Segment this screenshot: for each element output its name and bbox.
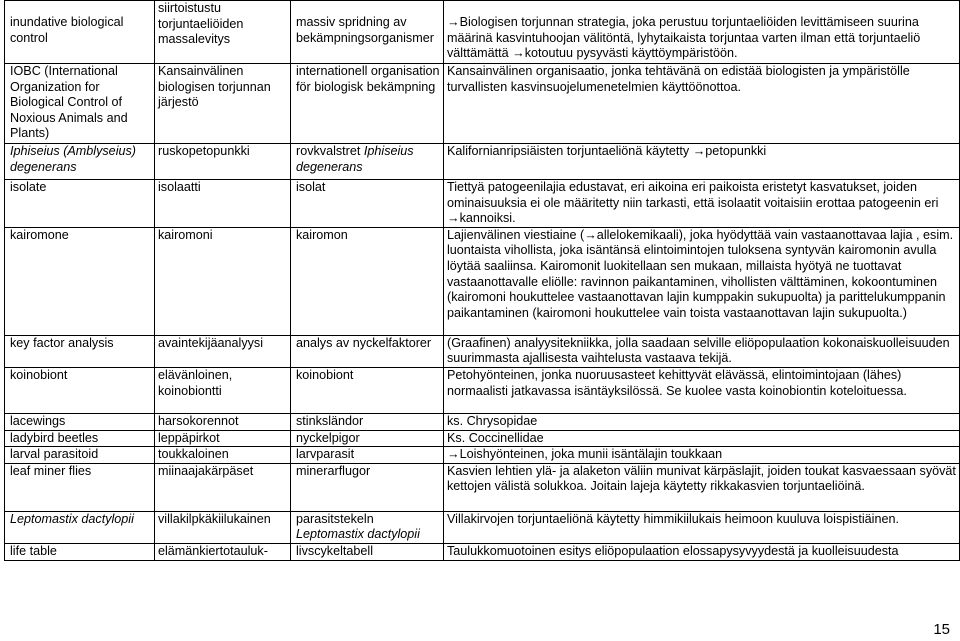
term-english: leaf miner flies: [5, 463, 155, 511]
term-english: life table: [5, 543, 155, 560]
term-english: Leptomastix dactylopii: [5, 511, 155, 543]
term-finnish: toukkaloinen: [155, 447, 291, 464]
glossary-table: [4, 0, 960, 561]
term-finnish: elävänloinen, koinobiontti: [155, 367, 291, 413]
term-swedish: nyckelpigor: [291, 430, 444, 447]
term-swedish: massiv spridning av bekämpningsorganismer: [291, 1, 444, 64]
table-row: [5, 180, 960, 228]
table-row: [5, 447, 960, 464]
term-english: larval parasitoid: [5, 447, 155, 464]
table-row: [5, 227, 960, 335]
term-swedish: larvparasit: [291, 447, 444, 464]
term-swedish: isolat: [291, 180, 444, 228]
term-swedish: analys av nyckelfaktorer: [291, 335, 444, 367]
term-finnish: Kansainvälinen biologisen torjunnan järjestö: [155, 64, 291, 144]
table-row: [5, 335, 960, 367]
term-english: IOBC (International Organization for Biological Control of Noxious Animals and Plants): [5, 64, 155, 144]
term-english: Iphiseius (Amblyseius) degenerans: [5, 144, 155, 180]
term-english: lacewings: [5, 413, 155, 430]
term-swedish: kairomon: [291, 227, 444, 335]
term-finnish: harsokorennot: [155, 413, 291, 430]
term-description: Taulukkomuotoinen esitys eliöpopulaation elossapysyvyydestä ja kuolleisuudesta: [444, 543, 960, 560]
term-description: Kasvien lehtien ylä- ja alaketon väliin munivat kärpäslajit, joiden toukat kasvaessaan syövät kettojen välistä solukkoa. Joitain lajeja käytetty rikkakasvien torjuntaeliöinä.: [444, 463, 960, 511]
term-description: ks. Chrysopidae: [444, 413, 960, 430]
table-row: [5, 430, 960, 447]
term-description: Ks. Coccinellidae: [444, 430, 960, 447]
term-finnish: kairomoni: [155, 227, 291, 335]
term-english: key factor analysis: [5, 335, 155, 367]
table-row: [5, 64, 960, 144]
term-swedish: rovkvalstret Iphiseius degenerans: [291, 144, 444, 180]
term-english: koinobiont: [5, 367, 155, 413]
term-swedish: internationell organisation för biologisk bekämpning: [291, 64, 444, 144]
term-description: Kalifornianripsiäisten torjuntaeliönä käytetty →petopunkki: [444, 144, 960, 180]
term-description: Petohyönteinen, jonka nuoruusasteet kehittyvät elävässä, elintoimintojaan (lähes) normaalisti jatkavassa isäntäyksilössä. Se kuolee vasta koinobiontin koteloituessa.: [444, 367, 960, 413]
term-finnish: ruskopetopunkki: [155, 144, 291, 180]
term-finnish: elämänkiertotauluk-: [155, 543, 291, 560]
term-description: →Loishyönteinen, joka munii isäntälajin toukkaan: [444, 447, 960, 464]
term-description: Kansainvälinen organisaatio, jonka tehtävänä on edistää biologisten ja ympäristölle turvallisten kasvinsuojelumenetelmien käyttöönottoa.: [444, 64, 960, 144]
term-finnish: leppäpirkot: [155, 430, 291, 447]
term-english: ladybird beetles: [5, 430, 155, 447]
table-row: [5, 511, 960, 543]
term-english: isolate: [5, 180, 155, 228]
term-description: Tiettyä patogeenilajia edustavat, eri aikoina eri paikoista eristetyt kasvatukset, joiden ominaisuuksia ei ole määritetty niin tarkasti, että isolaatit voitaisiin erottaa patogeenin eri →kannoiksi.: [444, 180, 960, 228]
term-description: →Biologisen torjunnan strategia, joka perustuu torjuntaeliöiden levittämiseen suurina määrinä kasvintuhoojan välitöntä, lyhytaikaista torjuntaa varten ilman että torjuntaeliö välttämättä →kotoutuu pysyvästi käyttöympäristöön.: [444, 1, 960, 64]
term-english: kairomone: [5, 227, 155, 335]
term-swedish: stinksländor: [291, 413, 444, 430]
term-description: (Graafinen) analyysitekniikka, jolla saadaan selville eliöpopulaation kokonaiskuolleisuuden suurimmasta ajallisesta vaihtelusta vastaava tekijä.: [444, 335, 960, 367]
term-swedish: parasitstekeln Leptomastix dactylopii: [291, 511, 444, 543]
term-description: Lajienvälinen viestiaine (→allelokemikaali), joka hyödyttää vain vastaanottavaa lajia , esim. luontaista vihollista, joka isäntänsä elintoimintojen tuloksena syntyvän kairomonin avulla löytää saaliinsa. Kairomonit luokitellaan sen mukaan, millaista hyötyä ne tuottavat vastaanottavalle eliölle: ravinnon paikantaminen, vihollisten välttäminen, kokoontuminen (kairomoni houkuttelee vastaanottavan lajin kumppakin sukupuolta) ja parittelukumppanin paikantaminen (kairomoni houkuttelee vain toista vastaanottavan lajin sukupuolta.): [444, 227, 960, 335]
term-finnish: siirtoistustu torjuntaeliöiden massalevitys: [155, 1, 291, 64]
term-finnish: isolaatti: [155, 180, 291, 228]
page-number: 15: [933, 621, 950, 638]
table-row: [5, 1, 960, 64]
term-english: inundative biological control: [5, 1, 155, 64]
table-row: [5, 367, 960, 413]
term-finnish: villakilpkäkiilukainen: [155, 511, 291, 543]
term-swedish: livscykeltabell: [291, 543, 444, 560]
table-row: [5, 463, 960, 511]
table-row: [5, 543, 960, 560]
term-finnish: avaintekijäanalyysi: [155, 335, 291, 367]
term-swedish: koinobiont: [291, 367, 444, 413]
table-row: [5, 144, 960, 180]
term-swedish: minerarflugor: [291, 463, 444, 511]
table-row: [5, 413, 960, 430]
term-finnish: miinaajakärpäset: [155, 463, 291, 511]
term-description: Villakirvojen torjuntaeliönä käytetty himmikiilukais heimoon kuuluva loispistiäinen.: [444, 511, 960, 543]
